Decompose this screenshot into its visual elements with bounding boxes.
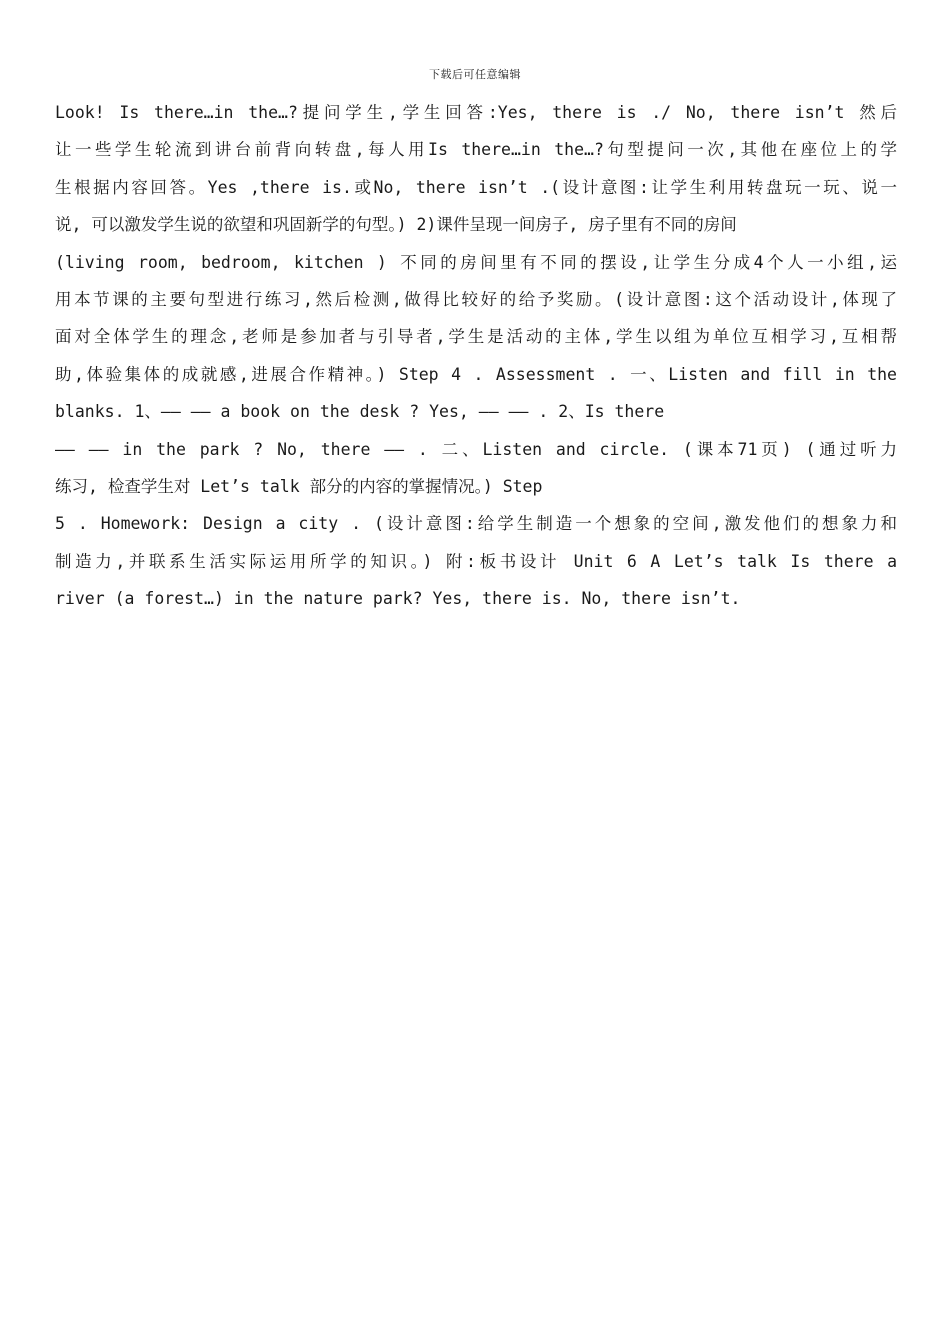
text-line: —— —— in the park ? No, there —— . 二、Listen and circle. (课本71页) (通过听力 bbox=[55, 439, 897, 459]
text-line: 助,体验集体的成就感,进展合作精神。) Step 4 . Assessment . 一、Listen and fill in the bbox=[55, 364, 897, 384]
text-line: (living room, bedroom, kitchen ) 不同的房间里有不同的摆设,让学生分成4个人一小组,运 bbox=[55, 252, 897, 272]
page-header: 下载后可任意编辑 bbox=[429, 68, 521, 81]
text-line: 练习, 检查学生对 Let’s talk 部分的内容的掌握情况。) Step bbox=[55, 476, 543, 496]
text-line: 用本节课的主要句型进行练习,然后检测,做得比较好的给予奖励。(设计意图:这个活动设计,体现了 bbox=[55, 289, 897, 309]
text-line: 制造力,并联系生活实际运用所学的知识。) 附:板书设计 Unit 6 A Let’s talk Is there a bbox=[55, 551, 897, 571]
text-line: 说, 可以激发学生说的欲望和巩固新学的句型。) 2)课件呈现一间房子, 房子里有不同的房间 bbox=[55, 215, 737, 235]
document-body bbox=[55, 98, 897, 621]
text-line: blanks. 1、—— —— a book on the desk ? Yes, —— —— . 2、Is there bbox=[55, 402, 665, 422]
text-line: 面对全体学生的理念,老师是参加者与引导者,学生是活动的主体,学生以组为单位互相学习,互相帮 bbox=[55, 327, 897, 347]
text-line: 让一些学生轮流到讲台前背向转盘,每人用Is there…in the…?句型提问一次,其他在座位上的学 bbox=[55, 140, 897, 160]
text-line: 5 . Homework: Design a city . (设计意图:给学生制造一个想象的空间,激发他们的想象力和 bbox=[55, 514, 897, 534]
text-line: Look! Is there…in the…?提问学生,学生回答:Yes, there is ./ No, there isn’t 然后 bbox=[55, 103, 897, 122]
text-line: 生根据内容回答。Yes ,there is.或No, there isn’t .(设计意图:让学生利用转盘玩一玩、说一 bbox=[55, 177, 897, 197]
text-line: river (a forest…) in the nature park? Yes, there is. No, there isn’t. bbox=[55, 589, 741, 609]
